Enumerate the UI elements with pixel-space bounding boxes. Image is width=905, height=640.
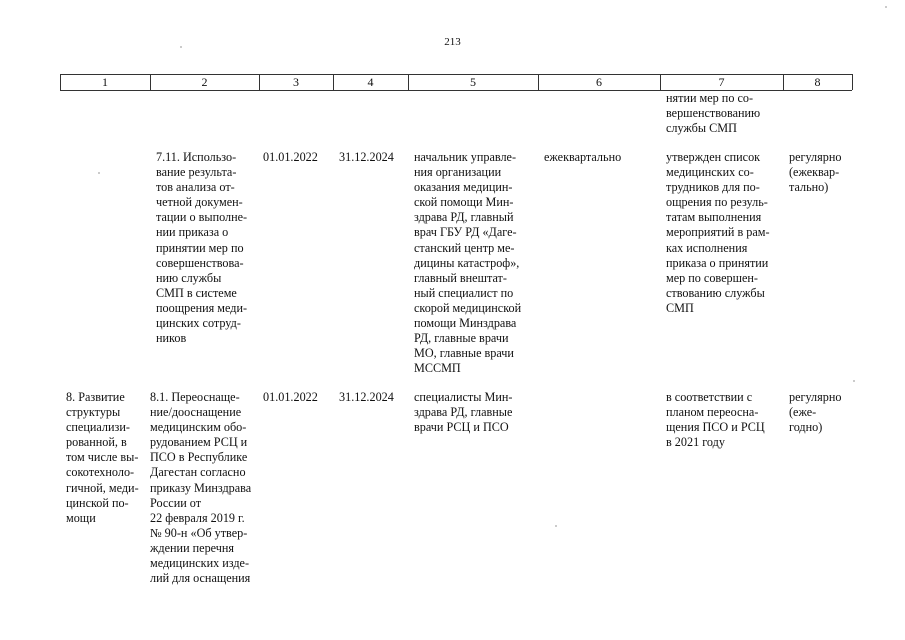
responsible-8-1: специалисты Мин- здрава РД, главные врачи РСЦ и ПСО [414,390,513,435]
activity-8-1: 8.1. Переоснаще- ние/дооснащение медицинским обо- рудованием РСЦ и ПСО в Республике Дагестан согласно приказу Минздрава России от 22 февраля 2019 г. № 90-н «Об утвер- ждении перечня медицинских изде- лий для оснащения [150,390,252,586]
result-8-1: в соответствии с планом переосна- щения ПСО и РСЦ в 2021 году [666,390,765,450]
column-header-3: 3 [293,75,299,89]
end-date-8-1: 31.12.2024 [339,390,394,404]
column-header-5: 5 [470,75,476,89]
page-number: 213 [444,36,461,48]
result-7-11: утвержден список медицинских со- трудников для по- ощрения по резуль- татам выполнения мероприятий в рам- ках исполнения приказа о принятии мер по совершен- ствованию службы СМП [666,150,770,315]
reporting-8-1: регулярно (еже- годно) [789,390,842,435]
column-header-6: 6 [596,75,602,89]
column-header-2: 2 [201,75,208,89]
scan-speck [555,525,557,527]
section-8-title: 8. Развитие структуры специализи- рованной, в том числе вы- сокотехноло- гичной, меди- цинской по- мощи [66,390,139,525]
frequency-7-11: ежеквартально [544,150,622,164]
column-header-1: 1 [102,75,108,89]
responsible-7-11: начальник управле- ния организации оказания медицин- ской помощи Мин- здрава РД, главный врач ГБУ РД «Даге- станский центр ме- дицины катастроф», главный внештат- ный специалист по скорой медицинской помощи Минздрава РД, главные врачи МО, главные врачи МССМП [414,150,522,376]
column-divider [852,74,853,90]
column-header-8: 8 [814,75,821,89]
end-date-7-11: 31.12.2024 [339,150,394,164]
column-header-7: 7 [718,75,725,89]
start-date-8-1: 01.01.2022 [263,390,318,404]
column-header-4: 4 [367,75,374,89]
scan-speck [98,172,100,174]
scan-speck [853,380,855,382]
carryover-result-text: нятии мер по со- вершенствованию службы СМП [666,91,761,136]
scan-speck [180,46,182,48]
reporting-7-11: регулярно (ежеквар- тально) [789,150,842,195]
activity-7-11: 7.11. Использо- вание результа- тов анализа от- четной докумен- тации о выполне- нии приказа о принятии мер по совершенствова- нию службы СМП в системе поощрения меди- цинских сотруд- ников [156,150,248,346]
scan-speck [885,6,887,8]
start-date-7-11: 01.01.2022 [263,150,318,164]
